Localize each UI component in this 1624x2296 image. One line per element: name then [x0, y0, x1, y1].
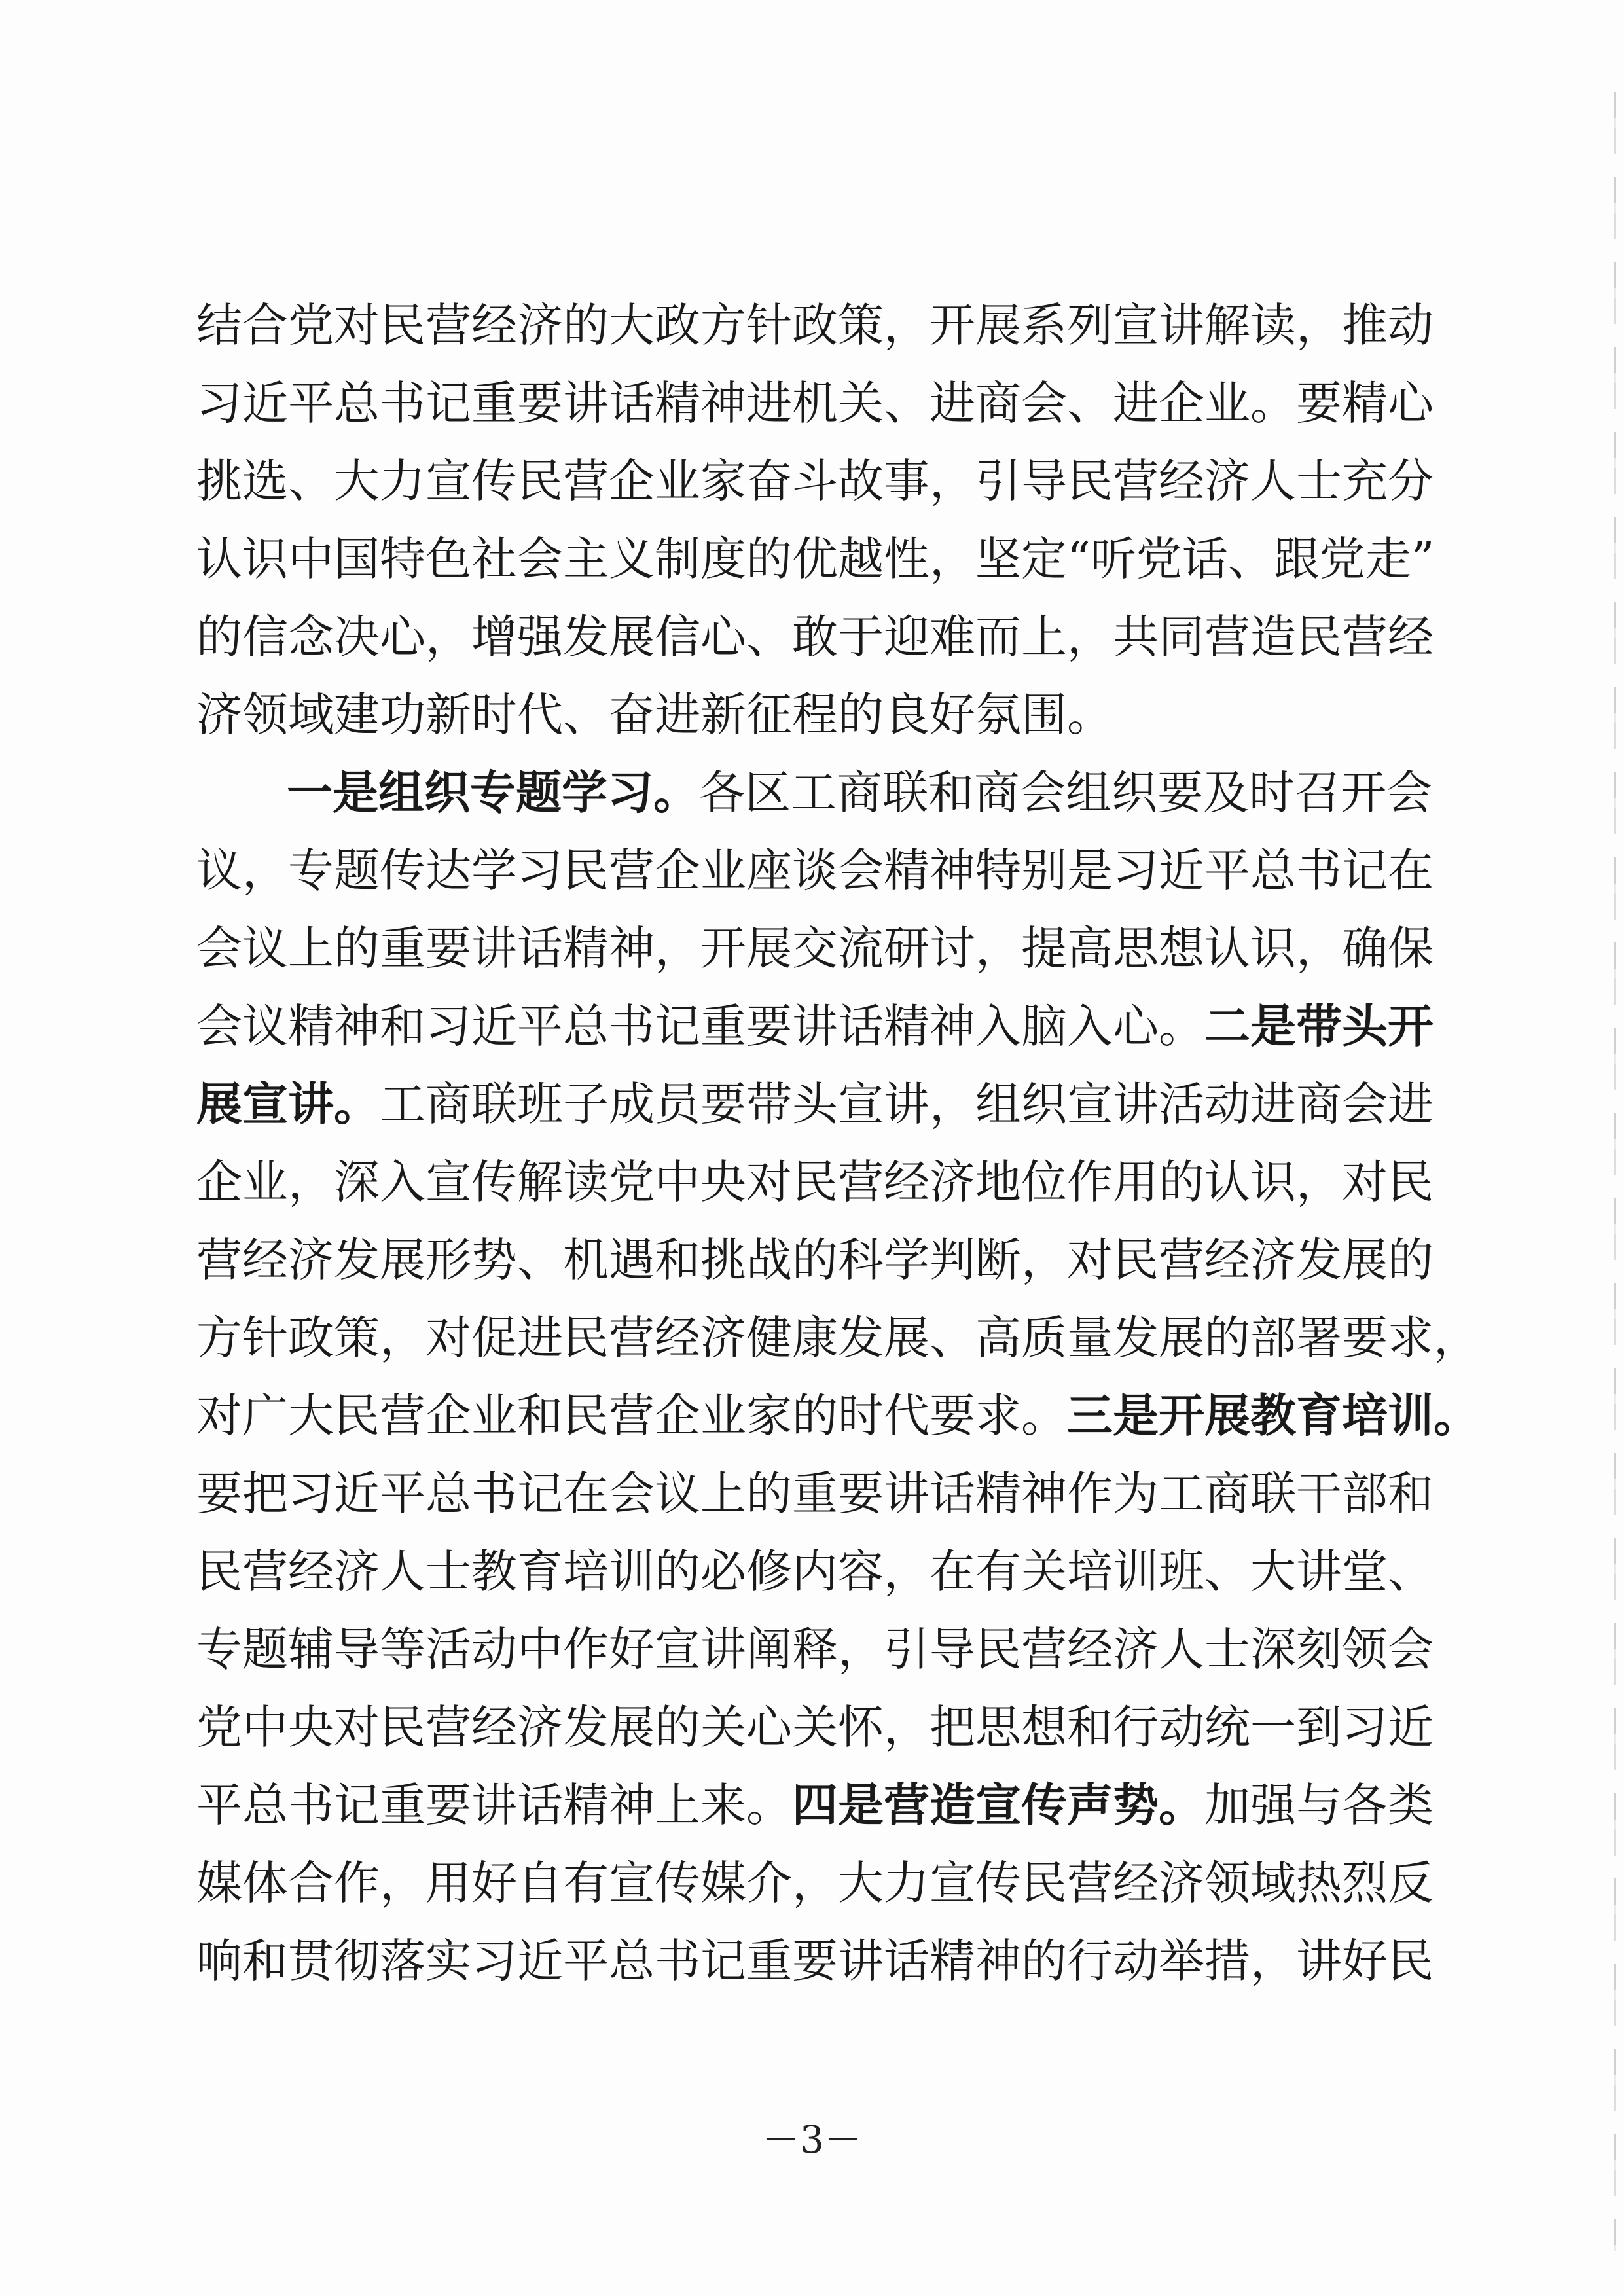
- text-line: [196, 1217, 1434, 1295]
- text-segment: 营经济发展形势、机遇和挑战的科学判断，对民营经济发展的: [196, 1233, 1434, 1287]
- text-segment: 习近平总书记重要讲话精神进机关、进商会、进企业。要精心: [196, 376, 1434, 430]
- text-segment: 党中央对民营经济发展的关心关怀，把思想和行动统一到习近: [196, 1700, 1434, 1754]
- text-line: [196, 594, 1434, 672]
- text-line-content: [196, 522, 1435, 588]
- text-segment: 企业，深入宣传解读党中央对民营经济地位作用的认识，对民: [196, 1155, 1434, 1209]
- text-line-content: [196, 1457, 1434, 1523]
- body-text: [196, 283, 1479, 1996]
- text-segment: 认识中国特色社会主义制度的优越性，坚定“听党话、跟党走”: [196, 532, 1435, 586]
- text-line: [196, 672, 1401, 750]
- text-segment: 会议精神和习近平总书记重要讲话精神入脑入心。: [196, 999, 1204, 1053]
- text-line-content: [196, 444, 1434, 511]
- text-line: [196, 906, 1434, 984]
- text-segment: 对广大民营企业和民营企业家的时代要求。: [196, 1389, 1067, 1443]
- text-line: [196, 984, 1434, 1062]
- bold-heading-text: 四是营造宣传声势。: [792, 1778, 1204, 1832]
- bold-heading-text: 三是开展教育培训。: [1067, 1388, 1479, 1443]
- text-segment: 结合党对民营经济的大政方针政策，开展系列宣讲解读，推动: [196, 298, 1434, 352]
- text-line: [196, 1763, 1434, 1840]
- text-line: [196, 361, 1434, 439]
- text-segment: 专题辅导等活动中作好宣讲阐释，引导民营经济人士深刻领会: [196, 1623, 1434, 1676]
- text-segment: 加强与各类: [1204, 1778, 1434, 1832]
- text-line-content: [196, 1691, 1434, 1757]
- text-line-content: [196, 1145, 1434, 1211]
- text-segment: 济领域建功新时代、奋进新征程的良好氛围。: [196, 688, 1113, 742]
- text-line-content: [196, 1535, 1434, 1601]
- text-line: [196, 1451, 1434, 1529]
- text-line: [196, 1529, 1434, 1607]
- text-line-content: [196, 1613, 1434, 1679]
- text-line-content: [287, 756, 1432, 822]
- text-line: [196, 516, 1435, 594]
- text-segment: 会议上的重要讲话精神，开展交流研讨，提高思想认识，确保: [196, 922, 1434, 975]
- text-line-content: [196, 834, 1434, 900]
- page-number: －3－: [762, 2117, 862, 2162]
- text-segment: 媒体合作，用好自有宣传媒介，大力宣传民营经济领域热烈反: [196, 1856, 1434, 1910]
- text-segment: 要把习近平总书记在会议上的重要讲话精神作为工商联干部和: [196, 1467, 1434, 1520]
- text-segment: 各区工商联和商会组织要及时召开会: [699, 766, 1432, 819]
- text-line-content: [196, 367, 1434, 433]
- text-line: [196, 439, 1434, 516]
- bold-heading-text: 二是带头开: [1204, 999, 1434, 1053]
- text-segment: 的信念决心，增强发展信心、敢于迎难而上，共同营造民营经: [196, 610, 1434, 664]
- text-line: [196, 750, 1432, 828]
- text-segment: 工商联班子成员要带头宣讲，组织宣讲活动进商会进: [380, 1077, 1434, 1131]
- text-line-content: [196, 912, 1434, 978]
- text-line-content: [196, 1924, 1434, 1990]
- text-segment: 挑选、大力宣传民营企业家奋斗故事，引导民营经济人士充分: [196, 454, 1434, 508]
- text-line: [196, 1062, 1434, 1139]
- text-line: [196, 1373, 1479, 1451]
- text-line: [196, 828, 1434, 906]
- text-segment: 响和贯彻落实习近平总书记重要讲话精神的行动举措，讲好民: [196, 1934, 1434, 1988]
- text-line-content: [196, 678, 1401, 744]
- text-line-content: [196, 1379, 1479, 1445]
- text-line-content: [196, 1768, 1434, 1835]
- text-line-content: [196, 600, 1434, 666]
- text-segment: 议，专题传达学习民营企业座谈会精神特别是习近平总书记在: [196, 844, 1434, 897]
- text-segment: 平总书记重要讲话精神上来。: [196, 1778, 792, 1832]
- text-line-content: [196, 990, 1434, 1056]
- text-line: [196, 1840, 1434, 1918]
- scan-edge-mark: [1614, 92, 1616, 2251]
- text-line: [196, 1685, 1434, 1763]
- text-segment: 方针政策，对促进民营经济健康发展、高质量发展的部署要求，: [196, 1311, 1479, 1365]
- text-line: [196, 1607, 1434, 1685]
- text-line-content: [196, 289, 1434, 355]
- text-line: [196, 1295, 1479, 1373]
- text-line-content: [196, 1301, 1479, 1367]
- text-line-content: [196, 1067, 1434, 1134]
- text-segment: 民营经济人士教育培训的必修内容，在有关培训班、大讲堂、: [196, 1545, 1434, 1598]
- bold-heading-text: 展宣讲。: [196, 1077, 380, 1131]
- text-line-content: [196, 1223, 1434, 1289]
- text-line: [196, 283, 1434, 361]
- text-line: [196, 1918, 1434, 1996]
- bold-heading-text: 一是组织专题学习。: [287, 765, 699, 819]
- text-line: [196, 1139, 1434, 1217]
- text-line-content: [196, 1846, 1434, 1912]
